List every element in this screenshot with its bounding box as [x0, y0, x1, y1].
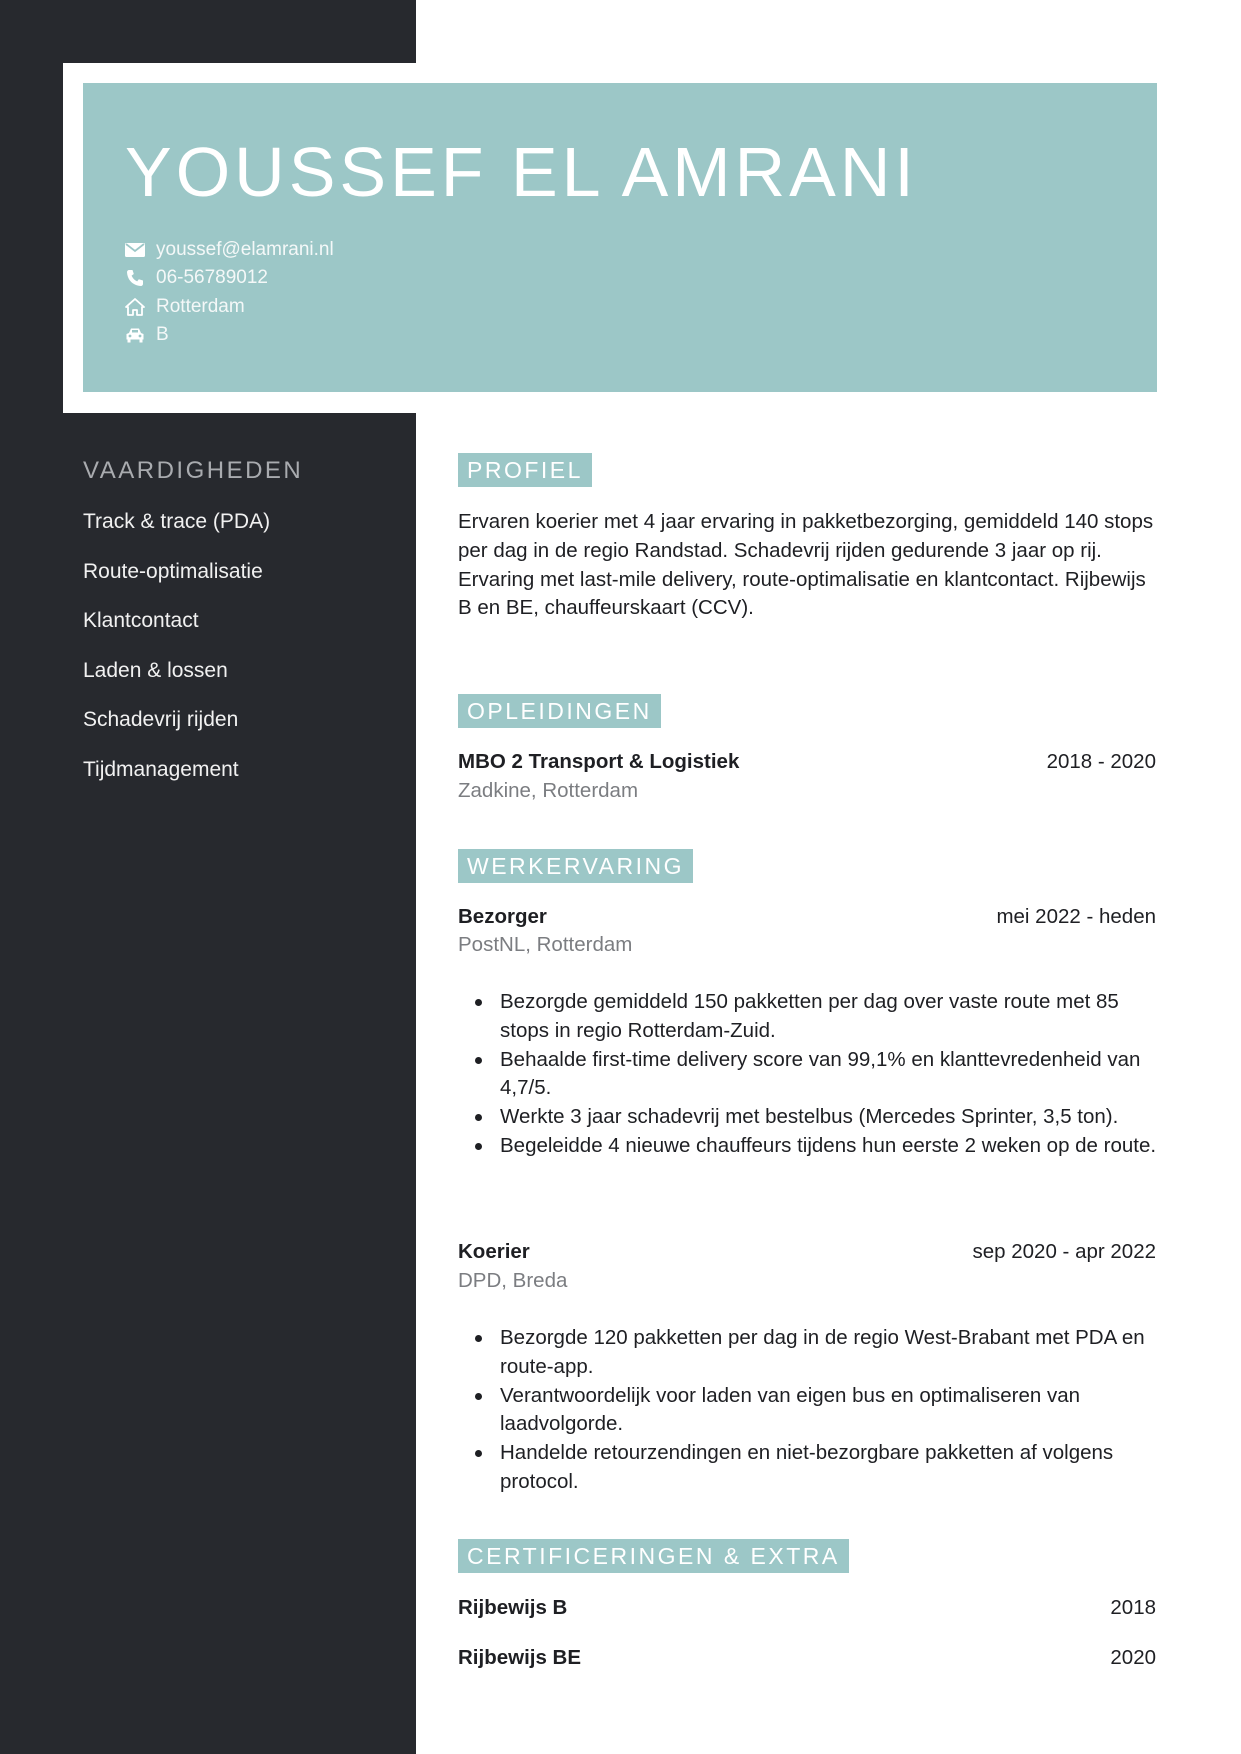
list-item: Begeleidde 4 nieuwe chauffeurs tijdens hun eerste 2 weken op de route.	[475, 1132, 1165, 1161]
list-item: Verantwoordelijk voor laden van eigen bus en optimaliseren van laadvolgorde.	[475, 1382, 1165, 1440]
certification-title: Rijbewijs BE	[458, 1646, 582, 1669]
list-item: Werkte 3 jaar schadevrij met bestelbus (Mercedes Sprinter, 3,5 ton).	[475, 1103, 1165, 1132]
education-place: Zadkine, Rotterdam	[458, 779, 639, 802]
job-date: sep 2020 - apr 2022	[972, 1240, 1156, 1263]
education-date: 2018 - 2020	[1046, 750, 1156, 773]
job-employer: DPD, Breda	[458, 1269, 568, 1292]
job-bullets	[475, 988, 1165, 1161]
list-item: Bezorgde 120 pakketten per dag in de regio West-Brabant met PDA en route-app.	[475, 1324, 1165, 1382]
certification-title: Rijbewijs B	[458, 1596, 568, 1619]
home-icon	[125, 297, 145, 317]
phone-icon	[125, 268, 145, 288]
education-heading: OPLEIDINGEN	[458, 694, 661, 728]
list-item: Bezorgde gemiddeld 150 pakketten per dag over vaste route met 85 stops in regio Rotterdam-Zuid.	[475, 988, 1165, 1046]
list-item: Behaalde first-time delivery score van 99,1% en klanttevredenheid van 4,7/5.	[475, 1046, 1165, 1104]
job-title: Koerier	[458, 1240, 530, 1263]
skills-heading: VAARDIGHEDEN	[83, 457, 304, 484]
envelope-icon	[125, 240, 145, 260]
education-title: MBO 2 Transport & Logistiek	[458, 750, 740, 773]
certification-date: 2018	[1110, 1596, 1156, 1619]
skill-item: Laden & lossen	[83, 659, 228, 682]
skill-item: Tijdmanagement	[83, 758, 239, 781]
skill-item: Klantcontact	[83, 609, 199, 632]
certifications-heading: CERTIFICERINGEN & EXTRA	[458, 1539, 849, 1573]
profile-summary: Ervaren koerier met 4 jaar ervaring in pakketbezorging, gemiddeld 140 stops per dag in de regio Randstad. Schadevrij rijden gedurende 3 jaar op rij. Ervaring met last-mile delivery, route-optimalisatie en klantcontact. Rijbewijs B en BE, chauffeurskaart (CCV).	[458, 510, 1154, 620]
contact-email: youssef@elamrani.nl	[125, 237, 334, 263]
experience-heading: WERKERVARING	[458, 849, 693, 883]
job-employer: PostNL, Rotterdam	[458, 933, 633, 956]
candidate-name: YOUSSEF EL AMRANI	[125, 133, 918, 211]
car-icon	[125, 325, 145, 345]
profile-heading: PROFIEL	[458, 453, 592, 487]
job-date: mei 2022 - heden	[996, 905, 1156, 928]
skill-item: Track & trace (PDA)	[83, 510, 271, 533]
contact-license: B	[125, 322, 169, 348]
skill-item: Route-optimalisatie	[83, 560, 263, 583]
certification-date: 2020	[1110, 1646, 1156, 1669]
job-bullets	[475, 1324, 1165, 1497]
job-title: Bezorger	[458, 905, 547, 928]
list-item: Handelde retourzendingen en niet-bezorgbare pakketten af volgens protocol.	[475, 1439, 1165, 1497]
contact-phone: 06-56789012	[125, 265, 268, 291]
contact-city: Rotterdam	[125, 294, 245, 320]
skill-item: Schadevrij rijden	[83, 708, 239, 731]
